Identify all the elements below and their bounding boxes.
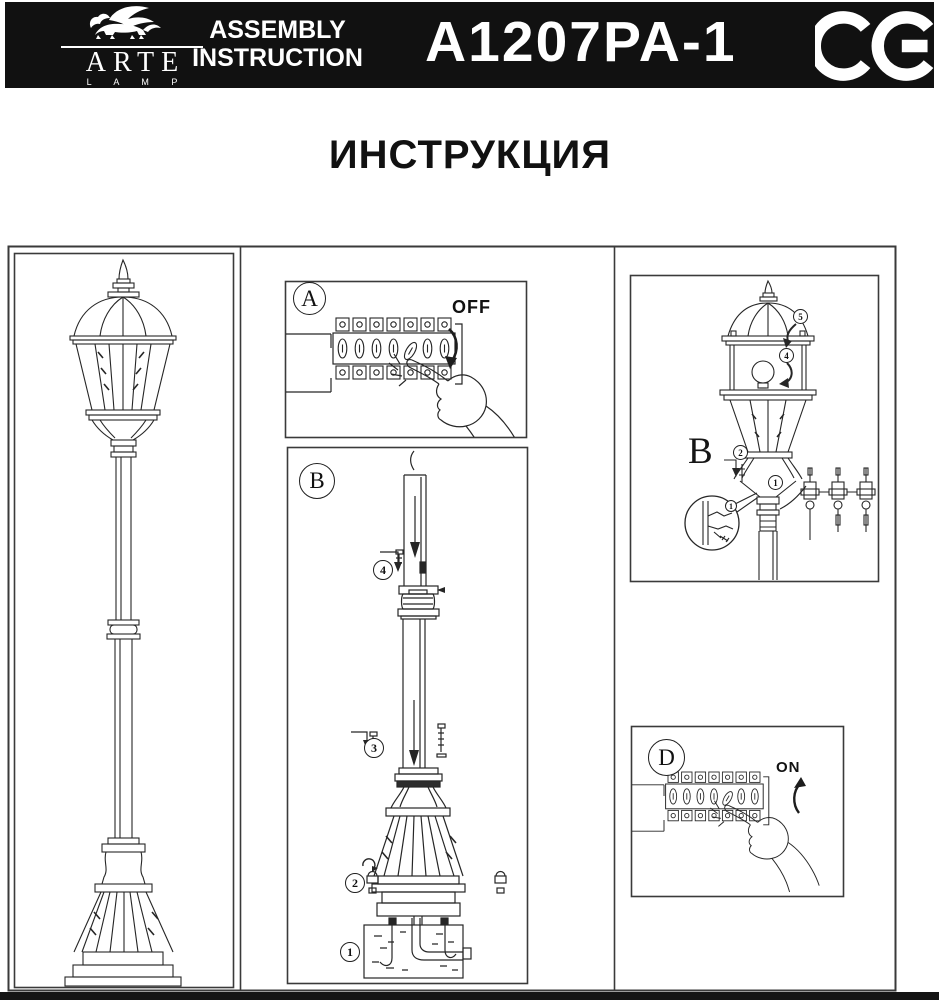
panel-d-drawing <box>626 772 819 892</box>
detail-step-4-badge: 4 <box>779 348 794 363</box>
on-arrow-icon <box>794 777 806 813</box>
panel-b-detail-drawing <box>685 281 875 580</box>
step-4-badge: 4 <box>373 560 393 580</box>
step-2-badge: 2 <box>345 873 365 893</box>
panel-d-badge: D <box>648 739 685 776</box>
detail-step-1-badge: 1 <box>768 475 783 490</box>
brand-name: ARTE <box>85 47 186 78</box>
panel-a-drawing <box>284 318 525 468</box>
panel-a-state-label: OFF <box>452 297 491 317</box>
brand-subname: L A M P <box>86 77 188 87</box>
footer-bar <box>0 992 939 1000</box>
panel-d-state-label: ON <box>776 759 801 776</box>
doc-title-line2: INSTRUCTION <box>192 44 363 72</box>
lamp-post-overview-drawing <box>65 260 181 986</box>
step-3-badge: 3 <box>364 738 384 758</box>
panel-b-drawing <box>351 451 506 978</box>
model-number: A1207PA-1 <box>425 10 737 74</box>
detail-zoom-step-1-badge: 1 <box>725 500 737 512</box>
panel-b-detail-label: B <box>688 431 713 472</box>
panel-b-badge: B <box>299 463 335 499</box>
page-title: ИНСТРУКЦИЯ <box>328 133 612 177</box>
step-1-badge: 1 <box>340 942 360 962</box>
detail-step-5-badge: 5 <box>793 309 808 324</box>
panel-a-badge: A <box>293 282 326 315</box>
doc-title-line1: ASSEMBLY <box>209 16 346 44</box>
detail-step-2-badge: 2 <box>733 445 748 460</box>
